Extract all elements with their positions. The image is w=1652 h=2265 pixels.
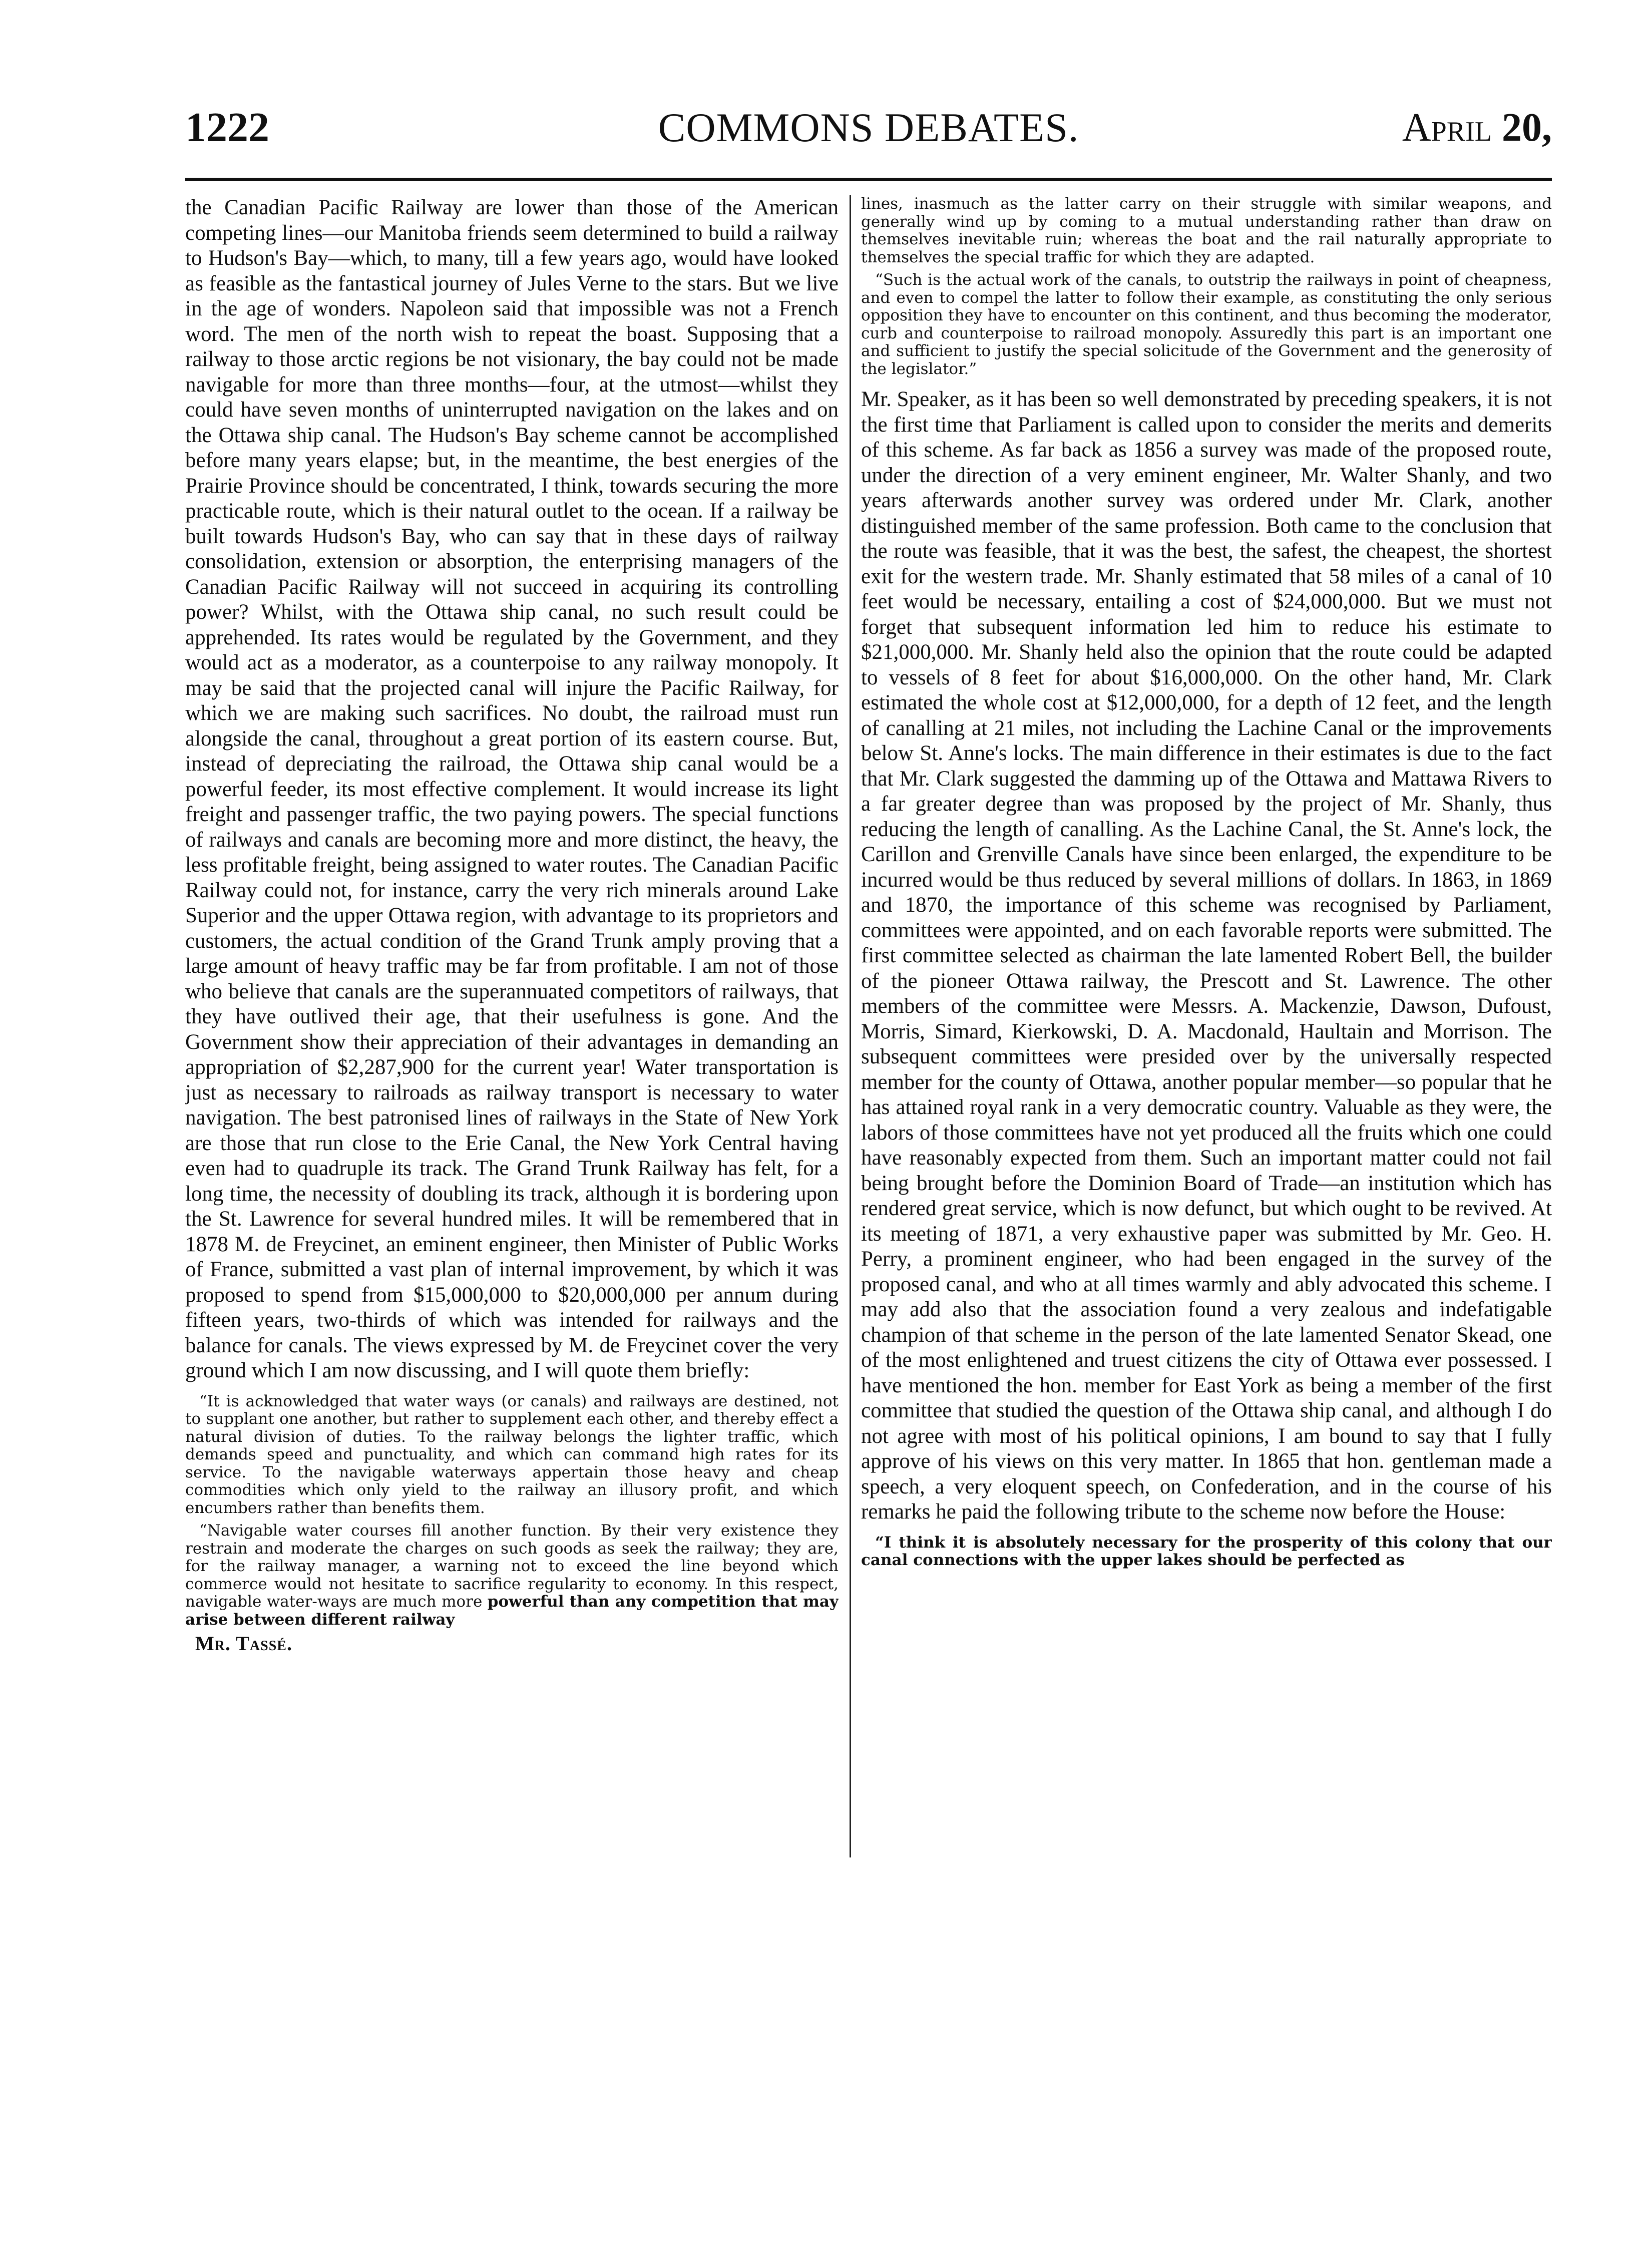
header-rule [185, 178, 1552, 181]
page-number: 1222 [185, 104, 269, 151]
right-column [861, 195, 1552, 2138]
left-column [185, 195, 839, 2138]
header-day: 20, [1502, 106, 1552, 150]
freycinet-quote-1: “It is acknowledged that water ways (or canals) and railways are destined, not to supplant one another, but rather to supplement each other, and thereby effect a natural division of duties. To the railway belongs the lighter traffic, which demands speed and punctuality, and which can command high rates for its service. To the navigable waterways appertain those heavy and cheap commodities which only yield to the railway an illusory profit, and which encumbers rather than benefits them. [185, 1392, 839, 1517]
left-body-paragraph: the Canadian Pacific Railway are lower than those of the American competing lines—our Manitoba friends seem determined to build a railway to Hudson's Bay—which, to many, till a few years ago, would have looked as feasible as the fantastical journey of Jules Verne to the stars. But we live in the age of wonders. Napoleon said that impossible was not a French word. The men of the north wish to repeat the boast. Supposing that a railway to those arctic regions be not visionary, the bay could not be made navigable for more than three months—four, at the utmost—whilst they could have seven months of uninterrupted navigation on the lakes and on the Ottawa ship canal. The Hudson's Bay scheme cannot be accomplished before many years elapse; but, in the meantime, the best energies of the Prairie Province should be concentrated, I think, towards securing the more practicable route, which is their natural outlet to the ocean. If a railway be built towards Hudson's Bay, who can say that in these days of railway consolidation, extension or absorption, the enterprising managers of the Canadian Pacific Railway will not succeed in acquiring its controlling power? Whilst, with the Ottawa ship canal, no such result could be apprehended. Its rates would be regulated by the Government, and they would act as a moderator, as a counterpoise to any railway monopoly. It may be said that the projected canal will injure the Pacific Railway, for which we are making such sacrifices. No doubt, the railroad must run alongside the canal, throughout a great portion of its eastern course. But, instead of depreciating the railroad, the Ottawa ship canal would be a powerful feeder, its most effective complement. It would increase its light freight and passenger traffic, the two paying powers. The special functions of railways and canals are becoming more and more distinct, the heavy, the less profitable freight, being assigned to water routes. The Canadian Pacific Railway could not, for instance, carry the very rich minerals around Lake Superior and the upper Ottawa region, with advantage to its proprietors and customers, the actual condition of the Grand Trunk amply proving that a large amount of heavy traffic may be far from profitable. I am not of those who believe that canals are the superannuated competitors of railways, that they have outlived their age, that their usefulness is gone. And the Government show their appreciation of their advantages in demanding an appropriation of $2,287,900 for the current year! Water transportation is just as necessary to railroads as railway transport is necessary to water navigation. The best patronised lines of railways in the State of New York are those that run close to the Erie Canal, the New York Central having even had to quadruple its track. The Grand Trunk Railway has felt, for a long time, the necessity of doubling its track, although it is bordering upon the St. Lawrence for several hundred miles. It will be remembered that in 1878 M. de Freycinet, an eminent engineer, then Minister of Public Works of France, submitted a vast plan of internal improvement, by which it was proposed to spend from $15,000,000 to $20,000,000 per annum during fifteen years, two-thirds of which was intended for railways and the balance for canals. The views expressed by M. de Freycinet cover the very ground which I am now discussing, and I will quote them briefly: [185, 196, 839, 1382]
speaker-name: Mr. Tassé. [195, 1632, 292, 1655]
running-title: COMMONS DEBATES. [658, 105, 1079, 150]
freycinet-quote-continued: lines, inasmuch as the latter carry on their struggle with similar weapons, and generally wind up by coming to a mutual understanding rather than draw on themselves inevitable ruin; whereas the boat and the rail naturally appropriate to themselves the special traffic for which they are adapted. [861, 195, 1552, 266]
mackenzie-quote: “I think it is absolutely necessary for the prosperity of this colony that our canal connections with the upper lakes should be perfected as [861, 1533, 1552, 1569]
header-month: April [1402, 106, 1492, 150]
freycinet-quote-2-bold: powerful than any competition that may arise between different railway [185, 1593, 839, 1629]
column-divider [850, 195, 851, 1857]
freycinet-quote-3: “Such is the actual work of the canals, to outstrip the railways in point of cheapness, and even to compel the latter to follow their example, as constituting the only serious opposition they have to encounter on this continent, and thus becoming the moderator, curb and counterpoise to railroad monopoly. Assuredly this part is an important one and sufficient to justify the special solicitude of the Government and the generosity of the legislator.” [861, 271, 1552, 378]
header-date [1402, 100, 1552, 155]
freycinet-quote-2 [185, 1522, 839, 1629]
page-header [185, 100, 1552, 160]
right-body-paragraph: Mr. Speaker, as it has been so well demonstrated by preceding speakers, it is not the first time that Parliament is called upon to consider the merits and demerits of this scheme. As far back as 1856 a survey was made of the proposed route, under the direction of a very eminent engineer, Mr. Walter Shanly, and two years afterwards another survey was ordered under Mr. Clark, another distinguished member of the same profession. Both came to the conclusion that the route was feasible, that it was the best, the safest, the cheapest, the shortest exit for the western trade. Mr. Shanly estimated that 58 miles of a canal of 10 feet would be necessary, entailing a cost of $24,000,000. But we must not forget that subsequent information led him to reduce his estimate to $21,000,000. Mr. Shanly held also the opinion that the route could be adapted to vessels of 8 feet for about $16,000,000. On the other hand, Mr. Clark estimated the whole cost at $12,000,000, for a depth of 12 feet, and the length of canalling at 21 miles, not including the Lachine Canal or the improvements below St. Anne's locks. The main difference in their estimates is due to the fact that Mr. Clark suggested the damming up of the Ottawa and Mattawa Rivers to a far greater degree than was proposed by the project of Mr. Shanly, thus reducing the length of canalling. As the Lachine Canal, the St. Anne's lock, the Carillon and Grenville Canals have since been enlarged, the expenditure to be incurred would be thus reduced by several millions of dollars. In 1863, in 1869 and 1870, the importance of this scheme was recognised by Parliament, committees were appointed, and on each favorable reports were submitted. The first committee selected as chairman the late lamented Robert Bell, the builder of the pioneer Ottawa railway, the Prescott and St. Lawrence. The other members of the committee were Messrs. A. Mackenzie, Dawson, Dufoust, Morris, Simard, Kierkowski, D. A. Macdonald, Haultain and Morrison. The subsequent committees were presided over by the universally respected member for the county of Ottawa, another popular member—so popular that he has attained royal rank in a very democratic country. Valuable as they were, the labors of those committees have not yet produced all the fruits which one could have reasonably expected from them. Such an important matter could not fail being brought before the Dominion Board of Trade—an institution which has rendered great service, which is now defunct, but which ought to be revived. At its meeting of 1871, a very exhaustive paper was submitted by Mr. Geo. H. Perry, a prominent engineer, who had been engaged in the survey of the proposed canal, and who at all times warmly and ably advocated this scheme. I may add also that the association found a very zealous and indefatigable champion of that scheme in the person of the late lamented Senator Skead, one of the most enlightened and truest citizens the city of Ottawa ever possessed. I have mentioned the hon. member for East York as being a member of the first committee that studied the question of the Ottawa ship canal, and although I do not agree with most of his political opinions, I am bound to say that I fully approve of his views on this very matter. In 1865 that hon. gentleman made a speech, a very eloquent speech, on Confederation, and in the course of his remarks he paid the following tribute to the scheme now before the House: [861, 388, 1552, 1524]
freycinet-quote-2-text: “Navigable water courses fill another function. By their very existence they restrain and moderate the charges on such goods as seek the railway; they are, for the railway manager, a warning not to exceed the line beyond which commerce would not hesitate to sacrifice regularity to economy. In this respect, navigable water-ways are much more [185, 1522, 839, 1611]
